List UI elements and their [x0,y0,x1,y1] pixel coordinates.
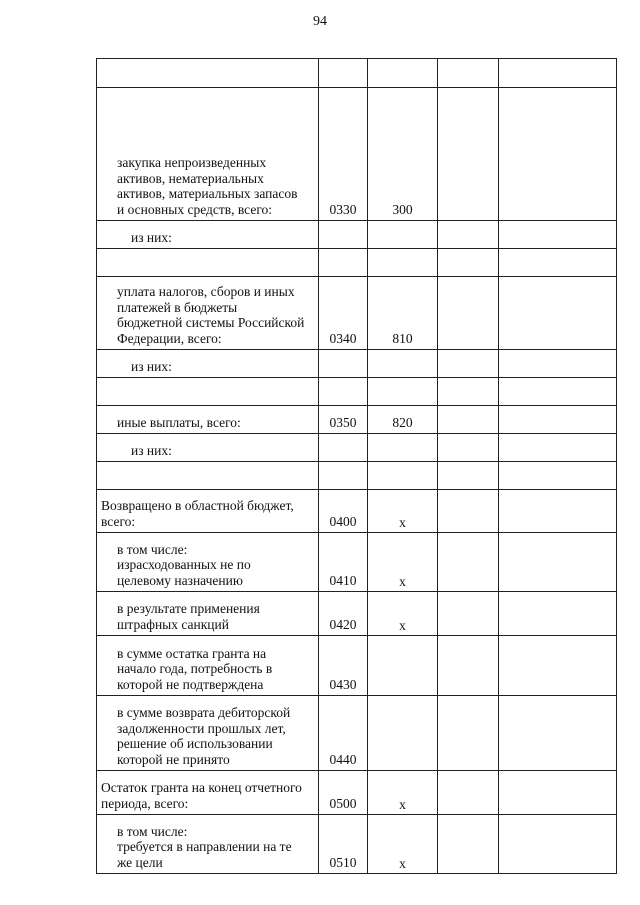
row-kosgu-cell [368,434,438,462]
table-row [97,462,617,490]
row-code-cell [319,378,368,406]
row-kosgu-value: 810 [392,330,413,346]
row-kosgu-cell [368,277,438,350]
row-name-cell [97,88,319,221]
row-value-cell-1 [438,406,499,434]
row-name-cell [97,533,319,592]
table-row [97,771,617,815]
table-row [97,221,617,249]
row-value-cell-1 [438,277,499,350]
row-name-line: в том числе: [117,541,188,557]
row-kosgu-cell [368,221,438,249]
row-name-cell [97,406,319,434]
row-name-line: в том числе: [117,823,188,839]
row-name-cell [97,592,319,636]
row-code-cell: 0350 [319,406,368,434]
row-name-line: целевому назначению [117,572,243,588]
row-value-cell-2 [499,490,617,533]
row-code-cell [319,221,368,249]
row-value-cell-2 [499,249,617,277]
row-value-cell-1 [438,696,499,771]
row-value-cell-2 [499,221,617,249]
row-name-cell [97,378,319,406]
row-name-cell [97,249,319,277]
row-name-cell [97,59,319,88]
row-value-cell-1 [438,249,499,277]
row-name-line: иные выплаты, всего: [117,414,241,430]
row-code-cell [319,249,368,277]
row-name-line: же цели [117,854,163,870]
row-name-line: штрафных санкций [117,616,229,632]
page-number: 94 [313,14,327,29]
row-kosgu-value: x [399,573,406,589]
table-row [97,434,617,462]
row-code-cell [319,350,368,378]
row-code-cell: 0340 [319,277,368,350]
row-value-cell-1 [438,815,499,874]
row-value-cell-2 [499,350,617,378]
table-row [97,815,617,874]
row-name-line: периода, всего: [101,795,189,811]
row-name-line: которой не принято [117,751,230,767]
row-kosgu-value: x [399,796,406,812]
row-name-line: решение об использовании [117,736,273,751]
row-name-line: закупка непроизведенных [117,155,267,170]
row-value-cell-1 [438,771,499,815]
table-row [97,490,617,533]
row-value-cell-1 [438,636,499,696]
row-name-cell [97,771,319,815]
row-value-cell-2 [499,88,617,221]
row-name-line: из них: [131,358,172,374]
row-value-cell-2 [499,406,617,434]
row-name-line: из них: [131,229,172,245]
row-kosgu-cell [368,249,438,277]
row-name-line: и основных средств, всего: [117,201,273,217]
row-value-cell-2 [499,592,617,636]
row-code-cell: 0400 [319,490,368,533]
row-kosgu-cell [368,462,438,490]
row-value-cell-2 [499,378,617,406]
row-value-cell-2 [499,277,617,350]
row-name-cell [97,636,319,696]
row-code-cell [319,462,368,490]
row-value-cell-2 [499,59,617,88]
row-code-cell: 0510 [319,815,368,874]
row-kosgu-cell [368,771,438,815]
row-code-cell: 0500 [319,771,368,815]
row-kosgu-cell [368,59,438,88]
row-kosgu-cell [368,592,438,636]
row-name-line: Возвращено в областной бюджет, [101,498,294,513]
row-code-cell [319,59,368,88]
row-name-line: начало года, потребность в [117,661,273,676]
row-name-cell [97,350,319,378]
row-code-cell [319,434,368,462]
table-row [97,636,617,696]
row-kosgu-cell [368,88,438,221]
table-row [97,249,617,277]
row-name-line: требуется в направлении на те [117,839,292,854]
row-kosgu-cell [368,350,438,378]
row-name-line: Остаток гранта на конец отчетного [101,780,302,795]
row-kosgu-value: 820 [392,414,413,430]
row-kosgu-cell [368,406,438,434]
row-name-line: которой не подтверждена [117,676,264,692]
row-value-cell-2 [499,533,617,592]
row-value-cell-1 [438,490,499,533]
table-row [97,350,617,378]
row-value-cell-1 [438,462,499,490]
row-code-cell: 0410 [319,533,368,592]
row-value-cell-1 [438,88,499,221]
row-name-line: в результате применения [117,601,260,616]
row-name-line: активов, нематериальных [117,170,264,186]
row-code-cell: 0420 [319,592,368,636]
table-row [97,696,617,771]
row-kosgu-value: 300 [392,201,413,217]
row-value-cell-1 [438,350,499,378]
table-row [97,378,617,406]
table-row [97,406,617,434]
row-code-cell: 0440 [319,696,368,771]
row-name-line: активов, материальных запасов [117,186,298,201]
row-kosgu-value: x [399,855,406,871]
row-code-cell: 0430 [319,636,368,696]
row-value-cell-1 [438,533,499,592]
row-value-cell-2 [499,696,617,771]
table-row [97,277,617,350]
row-value-cell-2 [499,771,617,815]
row-value-cell-2 [499,462,617,490]
row-name-line: Федерации, всего: [117,330,222,346]
row-name-line: израсходованных не по [117,557,251,572]
row-name-cell [97,277,319,350]
row-name-cell [97,221,319,249]
table-header-row [97,59,617,88]
row-name-line: из них: [131,442,172,458]
row-kosgu-cell [368,533,438,592]
row-name-line: всего: [101,513,136,529]
row-kosgu-cell [368,490,438,533]
row-kosgu-cell [368,815,438,874]
row-name-line: задолженности прошлых лет, [117,720,286,736]
row-value-cell-1 [438,592,499,636]
row-value-cell-2 [499,434,617,462]
row-kosgu-cell [368,378,438,406]
row-kosgu-value: x [399,617,406,633]
row-name-cell [97,490,319,533]
table-row [97,533,617,592]
row-name-cell [97,434,319,462]
row-name-cell [97,462,319,490]
row-value-cell-2 [499,815,617,874]
row-name-line: уплата налогов, сборов и иных [117,284,295,299]
row-kosgu-value: x [399,514,406,530]
row-code-cell: 0330 [319,88,368,221]
row-value-cell-2 [499,636,617,696]
report-table [96,58,617,874]
table-row [97,592,617,636]
row-name-cell [97,696,319,771]
row-value-cell-1 [438,221,499,249]
row-name-line: платежей в бюджеты [117,299,238,315]
row-name-line: в сумме остатка гранта на [117,645,267,661]
row-value-cell-1 [438,378,499,406]
row-value-cell-1 [438,59,499,88]
row-kosgu-cell [368,636,438,696]
row-name-cell [97,815,319,874]
row-name-line: в сумме возврата дебиторской [117,705,291,720]
row-kosgu-cell [368,696,438,771]
row-name-line: бюджетной системы Российской [117,315,305,330]
row-value-cell-1 [438,434,499,462]
table-row [97,88,617,221]
